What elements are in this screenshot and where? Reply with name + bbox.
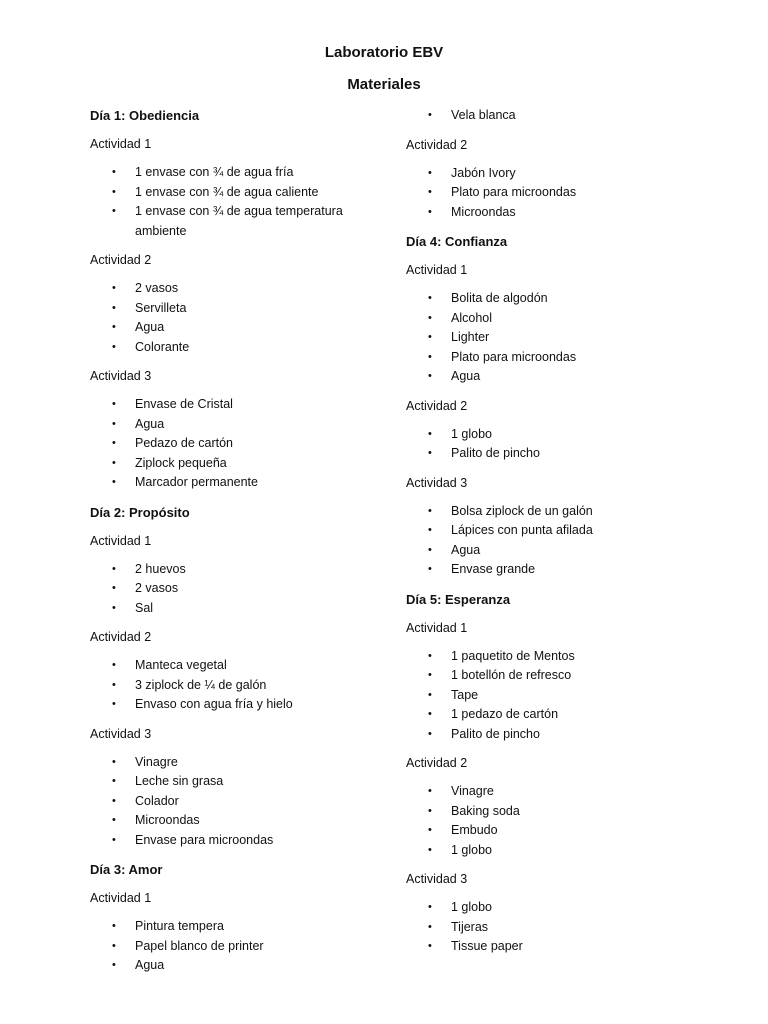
day-heading: Día 2: Propósito	[90, 504, 190, 520]
bullet-icon: •	[428, 785, 432, 797]
list-item-text: Plato para microondas	[451, 185, 577, 199]
list-item	[90, 395, 380, 415]
list-item	[406, 898, 706, 918]
list-item-text: Vinagre	[135, 754, 178, 769]
bullet-icon: •	[112, 166, 116, 178]
bullet-icon: •	[428, 350, 432, 363]
list-item	[90, 579, 380, 599]
activity-label: Actividad 1	[90, 137, 152, 151]
list-item	[90, 202, 380, 241]
bullet-list	[90, 395, 380, 493]
list-item-text: Servilleta	[135, 300, 187, 315]
list-item-text: 2 huevos	[135, 561, 186, 576]
bullet-icon: •	[112, 437, 116, 449]
day-heading: Día 1: Obediencia	[90, 108, 200, 123]
list-item	[90, 792, 380, 812]
bullet-icon: •	[112, 678, 116, 691]
list-item-text: Ziplock pequeña	[135, 455, 227, 470]
list-item-text: Agua	[135, 958, 165, 972]
list-item-text: Tape	[451, 687, 479, 702]
list-item-text: 1 envase con ¾ de agua fría	[135, 165, 294, 179]
bullet-list	[90, 163, 380, 241]
list-item-text: Envaso con agua fría y hielo	[135, 697, 293, 711]
day-heading: Día 5: Esperanza	[406, 591, 511, 607]
list-item	[90, 279, 380, 299]
bullet-icon: •	[112, 601, 116, 614]
list-item-text: 1 globo	[451, 842, 493, 857]
list-item-text: Envase grande	[451, 562, 536, 576]
bullet-icon: •	[428, 649, 432, 662]
bullet-list	[406, 106, 706, 126]
list-item	[90, 676, 380, 696]
list-item-text: Envase para microondas	[135, 832, 274, 847]
list-item-text: Agua	[451, 542, 481, 557]
list-item-text: Leche sin grasa	[135, 774, 224, 788]
activity-label: Actividad 1	[90, 533, 152, 548]
list-item	[406, 918, 706, 938]
bullet-icon: •	[112, 920, 116, 932]
day-heading: Día 3: Amor	[90, 862, 163, 877]
list-item-text: Pedazo de cartón	[135, 436, 233, 450]
bullet-icon: •	[428, 166, 432, 179]
list-item	[406, 348, 706, 368]
bullet-icon: •	[112, 814, 116, 826]
activity-label: Actividad 1	[406, 620, 468, 635]
list-item	[90, 183, 380, 203]
list-item-text: Colorante	[135, 339, 190, 354]
bullet-icon: •	[428, 708, 432, 720]
bullet-icon: •	[428, 292, 432, 304]
list-item	[90, 937, 380, 957]
list-item	[406, 560, 706, 580]
bullet-list	[406, 782, 706, 860]
list-item	[90, 338, 380, 358]
list-item	[406, 802, 706, 822]
list-item	[406, 841, 706, 861]
bullet-list	[406, 898, 706, 957]
bullet-icon: •	[428, 901, 432, 913]
activity-label: Actividad 2	[406, 756, 468, 770]
list-item	[406, 367, 706, 387]
list-item-text: 1 globo	[451, 900, 493, 914]
list-item	[90, 299, 380, 319]
bullet-icon: •	[428, 543, 432, 556]
list-item-text: 3 ziplock de ¼ de galón	[135, 677, 267, 692]
bullet-icon: •	[428, 186, 432, 198]
list-item	[406, 647, 706, 667]
bullet-icon: •	[112, 939, 116, 952]
list-item	[406, 686, 706, 706]
list-item-text: Papel blanco de printer	[135, 938, 264, 953]
bullet-list	[406, 647, 706, 745]
bullet-list	[90, 279, 380, 357]
bullet-icon: •	[112, 562, 116, 575]
list-item	[406, 444, 706, 464]
list-item	[90, 473, 380, 493]
list-item-text: Jabón Ivory	[451, 165, 516, 180]
list-item	[90, 415, 380, 435]
bullet-icon: •	[428, 727, 432, 740]
activity-label: Actividad 1	[90, 891, 152, 905]
list-item	[406, 328, 706, 348]
bullet-icon: •	[112, 185, 116, 198]
list-item	[90, 772, 380, 792]
bullet-icon: •	[112, 340, 116, 353]
list-item	[406, 425, 706, 445]
list-item	[406, 164, 706, 184]
list-item	[90, 753, 380, 773]
list-item-text: Lighter	[451, 330, 490, 344]
bullet-icon: •	[428, 804, 432, 817]
list-item-text: Colador	[135, 793, 179, 808]
activity-label: Actividad 1	[406, 263, 468, 277]
list-item-text: Lápices con punta afilada	[451, 523, 593, 537]
bullet-icon: •	[112, 282, 116, 294]
list-item-text: 1 pedazo de cartón	[451, 707, 559, 721]
list-item-text: Alcohol	[451, 310, 492, 325]
list-item	[90, 656, 380, 676]
list-item	[406, 289, 706, 309]
bullet-list	[406, 502, 706, 580]
bullet-icon: •	[112, 417, 116, 430]
activity-label: Actividad 3	[406, 872, 468, 886]
bullet-icon: •	[112, 775, 116, 787]
list-item-text: 1 envase con ¾ de agua temperatura ambiente	[135, 204, 343, 238]
list-item-text: Envase de Cristal	[135, 397, 233, 411]
list-item-text: Manteca vegetal	[135, 658, 227, 672]
activity-label: Actividad 3	[406, 475, 468, 490]
list-item-text: Agua	[135, 320, 165, 334]
bullet-icon: •	[112, 659, 116, 671]
right-column	[406, 106, 706, 967]
activity-label: Actividad 2	[406, 137, 468, 152]
day-heading: Día 4: Confianza	[406, 234, 508, 249]
list-item	[406, 821, 706, 841]
list-item-text: Bolsa ziplock de un galón	[451, 503, 593, 518]
list-item	[90, 811, 380, 831]
list-item	[90, 560, 380, 580]
list-item	[90, 956, 380, 976]
list-item	[406, 183, 706, 203]
bullet-icon: •	[428, 331, 432, 343]
list-item-text: Palito de pincho	[451, 446, 540, 460]
document-subtitle: Materiales	[347, 76, 421, 93]
bullet-icon: •	[112, 698, 116, 710]
list-item	[90, 318, 380, 338]
list-item-text: Sal	[135, 600, 154, 615]
bullet-icon: •	[428, 447, 432, 459]
bullet-icon: •	[112, 833, 116, 846]
list-item	[406, 521, 706, 541]
list-item-text: Marcador permanente	[135, 475, 258, 489]
list-item	[90, 695, 380, 715]
list-item	[406, 309, 706, 329]
list-item-text: 2 vasos	[135, 281, 179, 295]
bullet-icon: •	[112, 476, 116, 488]
left-column	[90, 106, 380, 986]
bullet-icon: •	[428, 669, 432, 681]
list-item	[406, 705, 706, 725]
list-item	[90, 599, 380, 619]
list-item	[406, 666, 706, 686]
list-item-text: 1 paquetito de Mentos	[451, 648, 575, 663]
activity-label: Actividad 2	[90, 630, 152, 644]
bullet-icon: •	[112, 959, 116, 971]
list-item	[406, 502, 706, 522]
bullet-icon: •	[428, 205, 432, 218]
bullet-icon: •	[428, 524, 432, 536]
bullet-list	[90, 917, 380, 976]
activity-label: Actividad 3	[90, 369, 152, 383]
list-item-text: 1 globo	[451, 426, 493, 441]
activity-label: Actividad 2	[90, 253, 152, 267]
list-item-text: Microondas	[135, 813, 200, 827]
list-item-text: Baking soda	[451, 803, 520, 818]
list-item	[406, 937, 706, 957]
bullet-icon: •	[112, 301, 116, 314]
bullet-icon: •	[428, 920, 432, 933]
bullet-icon: •	[428, 824, 432, 836]
bullet-icon: •	[428, 427, 432, 440]
list-item	[90, 831, 380, 851]
list-item	[90, 917, 380, 937]
document-title: Laboratorio EBV	[324, 44, 444, 61]
list-item-text: Plato para microondas	[451, 349, 577, 364]
list-item-text: 2 vasos	[135, 581, 179, 595]
list-item-text: Tissue paper	[451, 939, 523, 953]
bullet-icon: •	[112, 398, 116, 410]
bullet-list	[90, 560, 380, 619]
list-item	[406, 541, 706, 561]
activity-label: Actividad 3	[90, 726, 152, 741]
bullet-icon: •	[428, 370, 432, 382]
bullet-list	[406, 164, 706, 223]
bullet-icon: •	[112, 755, 116, 768]
bullet-icon: •	[428, 843, 432, 856]
list-item	[406, 782, 706, 802]
list-item-text: Agua	[451, 369, 481, 383]
bullet-icon: •	[428, 688, 432, 701]
list-item	[90, 454, 380, 474]
bullet-icon: •	[428, 563, 432, 575]
list-item	[406, 106, 706, 126]
list-item-text: Vinagre	[451, 784, 494, 798]
list-item-text: Agua	[135, 416, 165, 431]
bullet-icon: •	[428, 504, 432, 517]
bullet-icon: •	[112, 321, 116, 333]
list-item-text: Tijeras	[451, 919, 489, 934]
bullet-icon: •	[428, 109, 432, 121]
activity-label: Actividad 2	[406, 398, 468, 413]
list-item	[406, 725, 706, 745]
bullet-icon: •	[112, 456, 116, 469]
list-item-text: 1 botellón de refresco	[451, 668, 572, 682]
list-item-text: Embudo	[451, 823, 498, 837]
bullet-list	[406, 289, 706, 387]
bullet-icon: •	[428, 311, 432, 324]
bullet-icon: •	[428, 940, 432, 952]
bullet-list	[90, 753, 380, 851]
list-item-text: Vela blanca	[451, 108, 516, 122]
list-item-text: Palito de pincho	[451, 726, 540, 741]
bullet-list	[90, 656, 380, 715]
list-item	[90, 163, 380, 183]
bullet-list	[406, 425, 706, 464]
list-item-text: 1 envase con ¾ de agua caliente	[135, 184, 319, 199]
bullet-icon: •	[112, 205, 116, 217]
list-item-text: Bolita de algodón	[451, 291, 548, 305]
list-item-text: Pintura tempera	[135, 919, 224, 933]
list-item	[90, 434, 380, 454]
bullet-icon: •	[112, 794, 116, 807]
bullet-icon: •	[112, 582, 116, 594]
list-item-text: Microondas	[451, 204, 516, 219]
list-item	[406, 203, 706, 223]
